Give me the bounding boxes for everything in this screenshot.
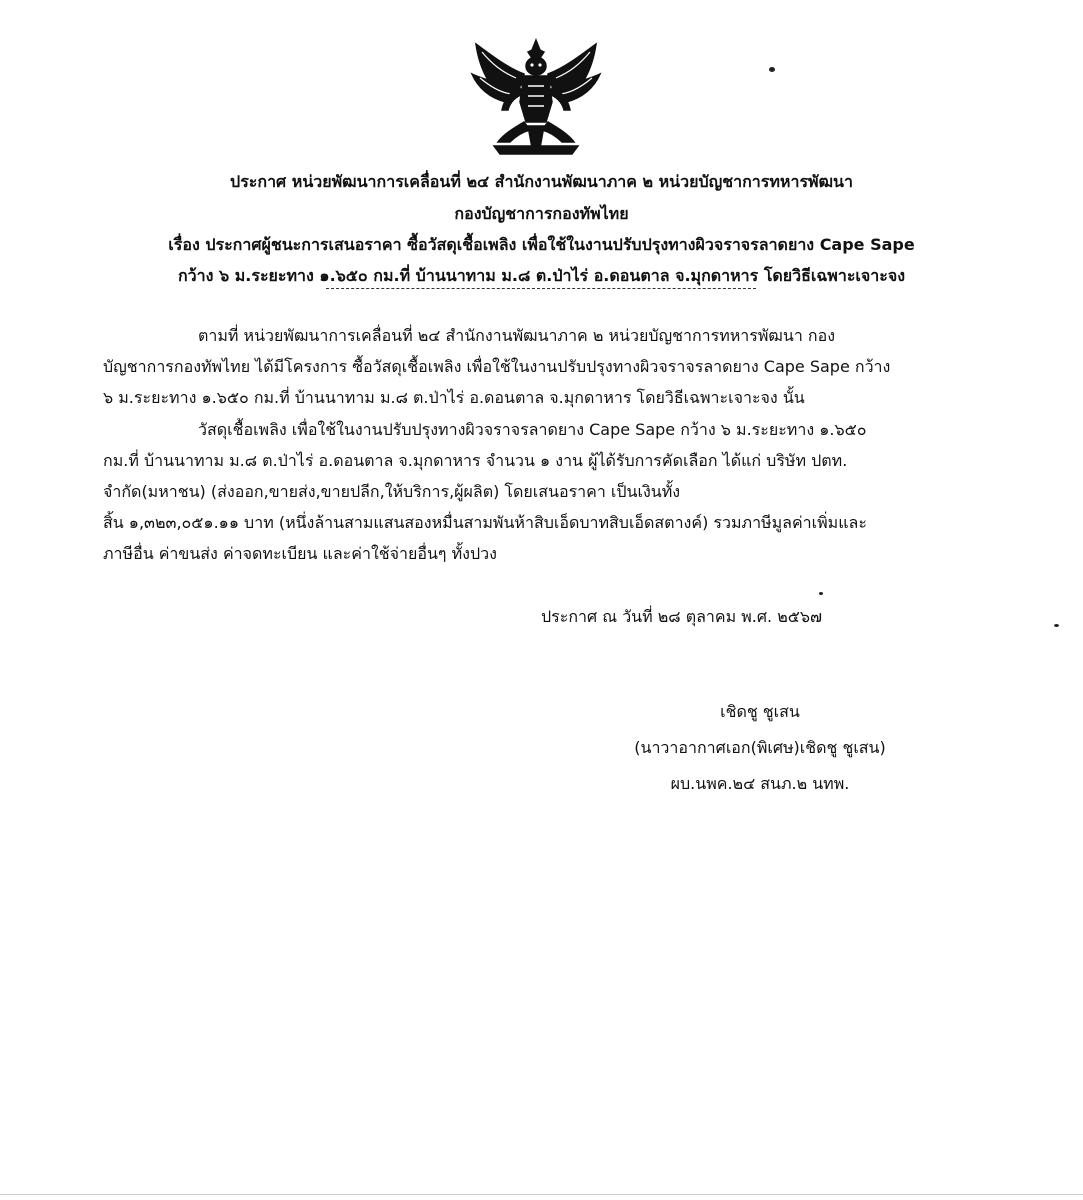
signature-position: ผบ.นพค.๒๔ สนภ.๒ นทพ. xyxy=(670,774,850,793)
signature-name: เชิดชู ชูเสน xyxy=(720,702,800,721)
scan-speck xyxy=(769,67,775,72)
paragraph-2-line-3: จำกัด(มหาชน) (ส่งออก,ขายส่ง,ขายปลีก,ให้บริการ,ผู้ผลิต) โดยเสนอราคา เป็นเงินทั้ง xyxy=(103,482,681,501)
announcement-date: ประกาศ ณ วันที่ ๒๘ ตุลาคม พ.ศ. ๒๕๖๗ xyxy=(541,607,823,626)
header-line-1: ประกาศ หน่วยพัฒนาการเคลื่อนที่ ๒๔ สำนักงานพัฒนาภาค ๒ หน่วยบัญชาการทหารพัฒนา xyxy=(230,172,853,191)
garuda-emblem-icon xyxy=(468,38,604,156)
scan-speck xyxy=(1054,624,1059,627)
header-line-2: กองบัญชาการกองทัพไทย xyxy=(454,204,629,223)
signature-rank-name: (นาวาอากาศเอก(พิเศษ)เชิดชู ชูเสน) xyxy=(634,738,886,757)
paragraph-2-line-4: สิ้น ๑,๓๒๓,๐๕๑.๑๑ บาท (หนึ่งล้านสามแสนสองหมื่นสามพันห้าสิบเอ็ดบาทสิบเอ็ดสตางค์) รวมภาษีมูลค่าเพิ่มและ xyxy=(103,513,867,532)
scan-speck xyxy=(819,592,823,595)
paragraph-1-line-2: บัญชาการกองทัพไทย ได้มีโครงการ ซื้อวัสดุเชื้อเพลิง เพื่อใช้ในงานปรับปรุงทางผิวจราจรลาดยาง Cape Sape กว้าง xyxy=(103,357,891,376)
paragraph-2-line-5: ภาษีอื่น ค่าขนส่ง ค่าจดทะเบียน และค่าใช้จ่ายอื่นๆ ทั้งปวง xyxy=(103,544,497,563)
header-divider xyxy=(326,288,756,289)
scan-edge-line xyxy=(0,1194,1083,1195)
paragraph-1-line-3: ๖ ม.ระยะทาง ๑.๖๕๐ กม.ที่ บ้านนาทาม ม.๘ ต.ป่าไร่ อ.ดอนตาล จ.มุกดาหาร โดยวิธีเฉพาะเจาะจง นั้น xyxy=(103,388,805,407)
paragraph-1-line-1: ตามที่ หน่วยพัฒนาการเคลื่อนที่ ๒๔ สำนักงานพัฒนาภาค ๒ หน่วยบัญชาการทหารพัฒนา กอง xyxy=(198,326,835,345)
paragraph-2-line-2: กม.ที่ บ้านนาทาม ม.๘ ต.ป่าไร่ อ.ดอนตาล จ.มุกดาหาร จำนวน ๑ งาน ผู้ได้รับการคัดเลือก ได้แก่ บริษัท ปตท. xyxy=(103,451,848,470)
header-subject-line-1: เรื่อง ประกาศผู้ชนะการเสนอราคา ซื้อวัสดุเชื้อเพลิง เพื่อใช้ในงานปรับปรุงทางผิวจราจรลาดยาง Cape Sape xyxy=(168,235,915,254)
header-subject-line-2: กว้าง ๖ ม.ระยะทาง ๑.๖๕๐ กม.ที่ บ้านนาทาม ม.๘ ต.ป่าไร่ อ.ดอนตาล จ.มุกดาหาร โดยวิธีเฉพาะเจาะจง xyxy=(177,266,906,285)
paragraph-2-line-1: วัสดุเชื้อเพลิง เพื่อใช้ในงานปรับปรุงทางผิวจราจรลาดยาง Cape Sape กว้าง ๖ ม.ระยะทาง ๑.๖๕๐ xyxy=(198,420,867,439)
